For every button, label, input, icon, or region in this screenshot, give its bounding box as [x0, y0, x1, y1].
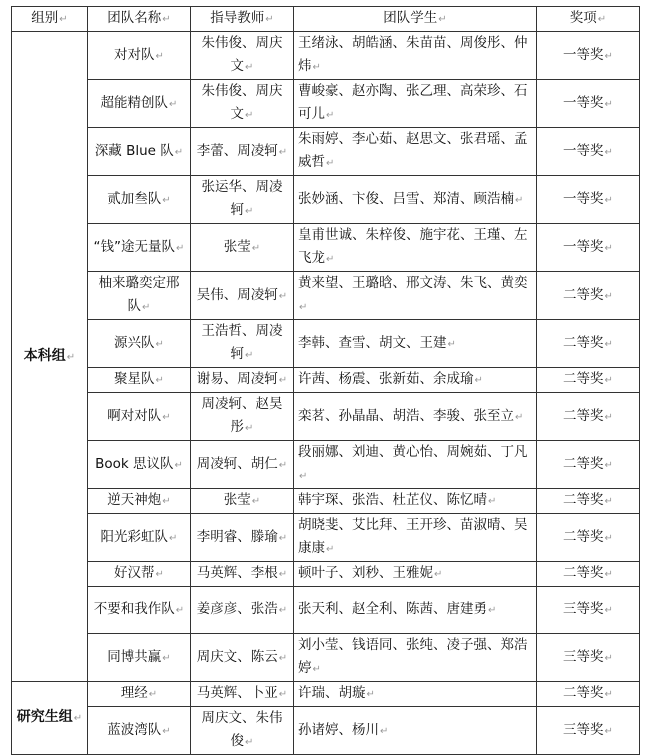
- students-cell: 顿叶子、刘秒、王雅妮↵: [294, 562, 537, 587]
- award-cell: 二等奖↵: [537, 393, 640, 441]
- team-cell: 聚星队↵: [88, 368, 191, 393]
- students-cell: 胡晓斐、艾比拜、王开珍、苗淑晴、吴康康↵: [294, 514, 537, 562]
- students-cell: 刘小莹、钱语同、张纯、凌子强、郑浩婷↵: [294, 634, 537, 682]
- team-cell: 贰加叁队↵: [88, 176, 191, 224]
- table-row: [12, 562, 640, 587]
- students-cell: 张天利、赵全利、陈茜、唐建勇↵: [294, 587, 537, 634]
- team-cell: 深藏 Blue 队↵: [88, 128, 191, 176]
- teachers-cell: 李蕾、周凌轲↵: [191, 128, 294, 176]
- header-row: [12, 7, 640, 32]
- table-row: [12, 634, 640, 682]
- teachers-cell: 张莹↵: [191, 489, 294, 514]
- students-cell: 孙诸婷、杨川↵: [294, 707, 537, 755]
- group-cell: 本科组↵: [12, 32, 88, 682]
- students-cell: 许茜、杨震、张新茹、余成瑜↵: [294, 368, 537, 393]
- table-row: [12, 393, 640, 441]
- team-cell: 阳光彩虹队↵: [88, 514, 191, 562]
- table-body: [12, 32, 640, 755]
- award-cell: 一等奖↵: [537, 128, 640, 176]
- table-row: [12, 176, 640, 224]
- teachers-cell: 周凌轲、胡仁↵: [191, 441, 294, 489]
- table-row: [12, 368, 640, 393]
- award-cell: 二等奖↵: [537, 682, 640, 707]
- students-cell: 韩宇琛、张浩、杜芷仪、陈忆晴↵: [294, 489, 537, 514]
- teachers-cell: 吴伟、周凌轲↵: [191, 272, 294, 320]
- award-cell: 三等奖↵: [537, 707, 640, 755]
- team-cell: 对对队↵: [88, 32, 191, 80]
- award-cell: 一等奖↵: [537, 224, 640, 272]
- header-teachers: 指导教师↵: [191, 7, 294, 32]
- team-cell: 啊对对队↵: [88, 393, 191, 441]
- header-award: 奖项↵: [537, 7, 640, 32]
- award-cell: 二等奖↵: [537, 272, 640, 320]
- header-students: 团队学生↵: [294, 7, 537, 32]
- table-row: [12, 272, 640, 320]
- table-row: [12, 514, 640, 562]
- students-cell: 张妙涵、卞俊、吕雪、郑清、顾浩楠↵: [294, 176, 537, 224]
- team-cell: Book 思议队↵: [88, 441, 191, 489]
- award-cell: 二等奖↵: [537, 441, 640, 489]
- students-cell: 皇甫世诚、朱梓俊、施宇花、王瑾、左飞龙↵: [294, 224, 537, 272]
- team-cell: “钱”途无量队↵: [88, 224, 191, 272]
- students-cell: 栾茗、孙晶晶、胡浩、李骏、张至立↵: [294, 393, 537, 441]
- header-group: 组别↵: [12, 7, 88, 32]
- students-cell: 王绪泳、胡皓涵、朱苗苗、周俊彤、仲炜↵: [294, 32, 537, 80]
- teachers-cell: 朱伟俊、周庆文↵: [191, 80, 294, 128]
- award-cell: 二等奖↵: [537, 562, 640, 587]
- team-cell: 理经↵: [88, 682, 191, 707]
- table-row: [12, 489, 640, 514]
- award-cell: 一等奖↵: [537, 80, 640, 128]
- award-document: [11, 6, 640, 755]
- teachers-cell: 张莹↵: [191, 224, 294, 272]
- award-cell: 二等奖↵: [537, 368, 640, 393]
- students-cell: 许瑞、胡璇↵: [294, 682, 537, 707]
- team-cell: 柚来璐奕定邢队↵: [88, 272, 191, 320]
- teachers-cell: 李明睿、滕瑜↵: [191, 514, 294, 562]
- team-cell: 蓝波湾队↵: [88, 707, 191, 755]
- table-row: [12, 441, 640, 489]
- award-cell: 一等奖↵: [537, 176, 640, 224]
- table-row: [12, 32, 640, 80]
- students-cell: 黄来望、王璐晗、邢文涛、朱飞、黄奕↵: [294, 272, 537, 320]
- teachers-cell: 王浩哲、周凌轲↵: [191, 320, 294, 368]
- teachers-cell: 周凌轲、赵昊彤↵: [191, 393, 294, 441]
- award-cell: 二等奖↵: [537, 489, 640, 514]
- table-row: [12, 224, 640, 272]
- team-cell: 逆天神炮↵: [88, 489, 191, 514]
- teachers-cell: 周庆文、陈云↵: [191, 634, 294, 682]
- teachers-cell: 马英辉、卜亚↵: [191, 682, 294, 707]
- table-row: [12, 320, 640, 368]
- award-cell: 三等奖↵: [537, 587, 640, 634]
- award-table: [11, 6, 640, 755]
- teachers-cell: 马英辉、李根↵: [191, 562, 294, 587]
- header-team: 团队名称↵: [88, 7, 191, 32]
- teachers-cell: 姜彦彦、张浩↵: [191, 587, 294, 634]
- team-cell: 超能精创队↵: [88, 80, 191, 128]
- students-cell: 朱雨婷、李心茹、赵思文、张君瑶、孟威哲↵: [294, 128, 537, 176]
- teachers-cell: 张运华、周凌轲↵: [191, 176, 294, 224]
- teachers-cell: 朱伟俊、周庆文↵: [191, 32, 294, 80]
- table-row: [12, 707, 640, 755]
- team-cell: 同博共赢↵: [88, 634, 191, 682]
- teachers-cell: 谢易、周凌轲↵: [191, 368, 294, 393]
- table-row: [12, 128, 640, 176]
- group-cell: 研究生组↵: [12, 682, 88, 755]
- award-cell: 三等奖↵: [537, 634, 640, 682]
- team-cell: 源兴队↵: [88, 320, 191, 368]
- students-cell: 李韩、查雪、胡文、王建↵: [294, 320, 537, 368]
- table-row: [12, 80, 640, 128]
- team-cell: 不要和我作队↵: [88, 587, 191, 634]
- team-cell: 好汉帮↵: [88, 562, 191, 587]
- award-cell: 二等奖↵: [537, 514, 640, 562]
- award-cell: 二等奖↵: [537, 320, 640, 368]
- students-cell: 曹峻豪、赵亦陶、张乙理、高荣珍、石可儿↵: [294, 80, 537, 128]
- teachers-cell: 周庆文、朱伟俊↵: [191, 707, 294, 755]
- award-cell: 一等奖↵: [537, 32, 640, 80]
- students-cell: 段丽娜、刘迪、黄心怡、周婉茹、丁凡↵: [294, 441, 537, 489]
- table-row: [12, 587, 640, 634]
- table-row: [12, 682, 640, 707]
